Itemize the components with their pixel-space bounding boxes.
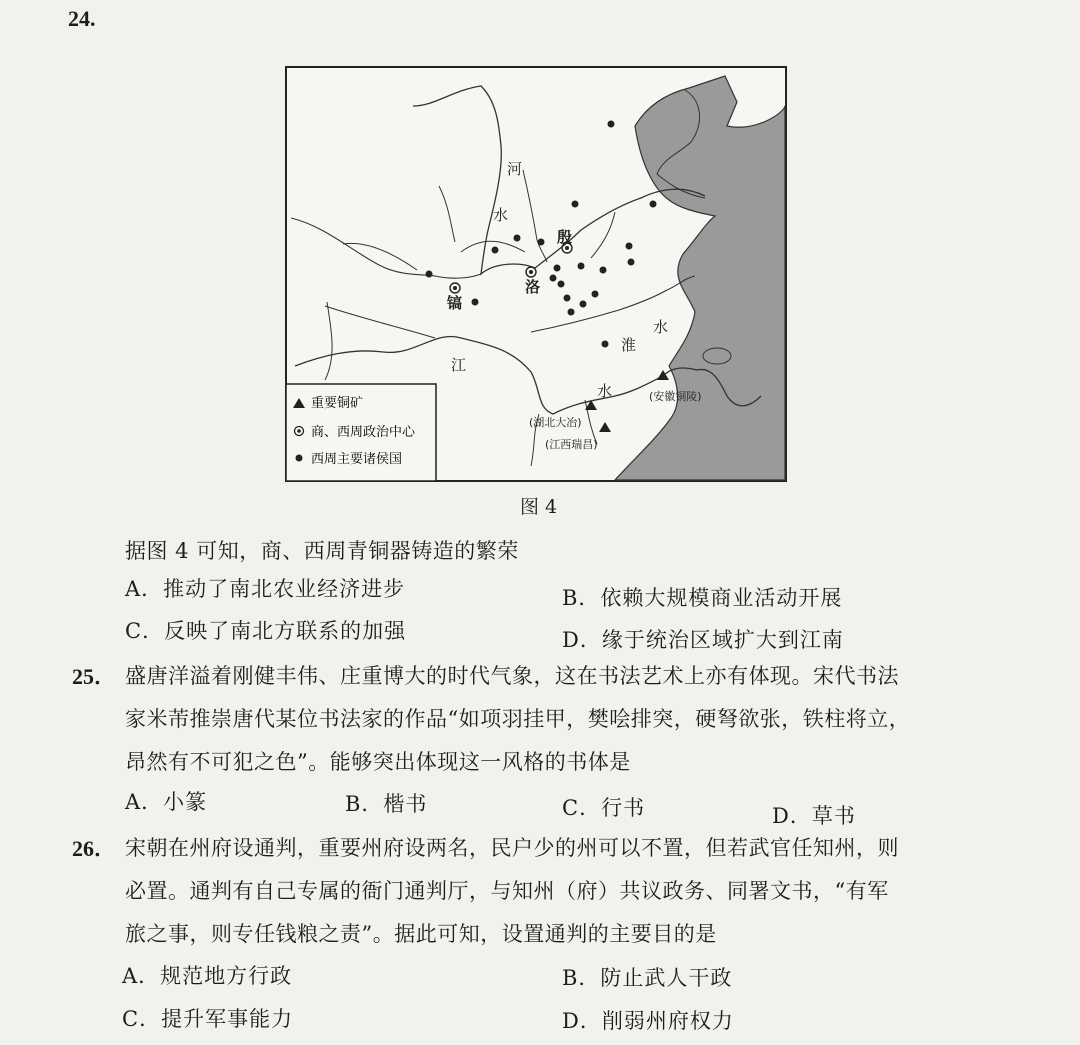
- question-25-line-1: 盛唐洋溢着刚健丰伟、庄重博大的时代气象，这在书法艺术上亦有体现。宋代书法: [125, 664, 899, 688]
- map-legend: [286, 384, 436, 481]
- question-26-number: 26．: [72, 836, 117, 861]
- label-hubei: (湖北大冶): [529, 416, 582, 429]
- map-figure: [285, 66, 787, 482]
- label-shui-2: 水: [597, 382, 613, 400]
- question-25-number: 25．: [72, 664, 117, 689]
- option-25-b[interactable]: B．楷书: [345, 792, 428, 816]
- option-24-b[interactable]: B．依赖大规模商业活动开展: [562, 586, 843, 610]
- option-26-d[interactable]: D．削弱州府权力: [562, 1009, 734, 1033]
- option-26-a[interactable]: A．规范地方行政: [122, 964, 293, 988]
- question-24-number: 24.: [68, 6, 96, 31]
- label-yin: 殷: [557, 228, 573, 246]
- lake-shape: [703, 348, 731, 364]
- option-25-d[interactable]: D．草书: [772, 804, 856, 828]
- label-shui-1: 水: [493, 206, 509, 224]
- question-26-line-1: 宋朝在州府设通判，重要州府设两名，民户少的州可以不置，但若武官任知州，则: [125, 836, 899, 860]
- label-huai: 淮: [621, 336, 637, 354]
- legend-copper-label: 重要铜矿: [311, 396, 364, 411]
- label-jiang: 江: [451, 356, 467, 374]
- label-he: 河: [507, 160, 523, 178]
- question-25-line-2: 家米芾推崇唐代某位书法家的作品“如项羽挂甲，樊哙排突，硬弩欲张，铁柱将立，: [125, 707, 911, 731]
- option-24-c[interactable]: C．反映了南北方联系的加强: [125, 619, 407, 643]
- option-25-c[interactable]: C．行书: [562, 796, 646, 820]
- option-24-d[interactable]: D．缘于统治区域扩大到江南: [562, 628, 844, 652]
- option-25-a[interactable]: A．小篆: [125, 790, 208, 814]
- legend-dot-icon: [296, 455, 303, 462]
- option-24-a[interactable]: A．推动了南北农业经济进步: [125, 577, 406, 601]
- option-26-b[interactable]: B．防止武人干政: [562, 966, 733, 990]
- label-gao: 镐: [447, 294, 463, 312]
- label-luo: 洛: [525, 278, 541, 296]
- figure-caption: 图 4: [520, 496, 558, 518]
- option-26-c[interactable]: C．提升军事能力: [122, 1007, 294, 1031]
- question-26-line-3: 旅之事，则专任钱粮之责”。据此可知，设置通判的主要目的是: [125, 922, 717, 946]
- label-anhui: (安徽铜陵): [649, 390, 702, 403]
- question-25-line-3: 昂然有不可犯之色”。能够突出体现这一风格的书体是: [125, 750, 631, 774]
- label-jiangxi: (江西瑞昌): [545, 438, 598, 451]
- label-shui-3: 水: [653, 318, 669, 336]
- question-24-stem: 据图 4 可知，商、西周青铜器铸造的繁荣: [125, 539, 519, 563]
- legend-center-label: 商、西周政治中心: [311, 425, 416, 440]
- question-26-line-2: 必置。通判有自己专属的衙门通判厅，与知州（府）共议政务、同署文书，“有军: [125, 879, 889, 903]
- legend-vassal-label: 西周主要诸侯国: [311, 452, 403, 467]
